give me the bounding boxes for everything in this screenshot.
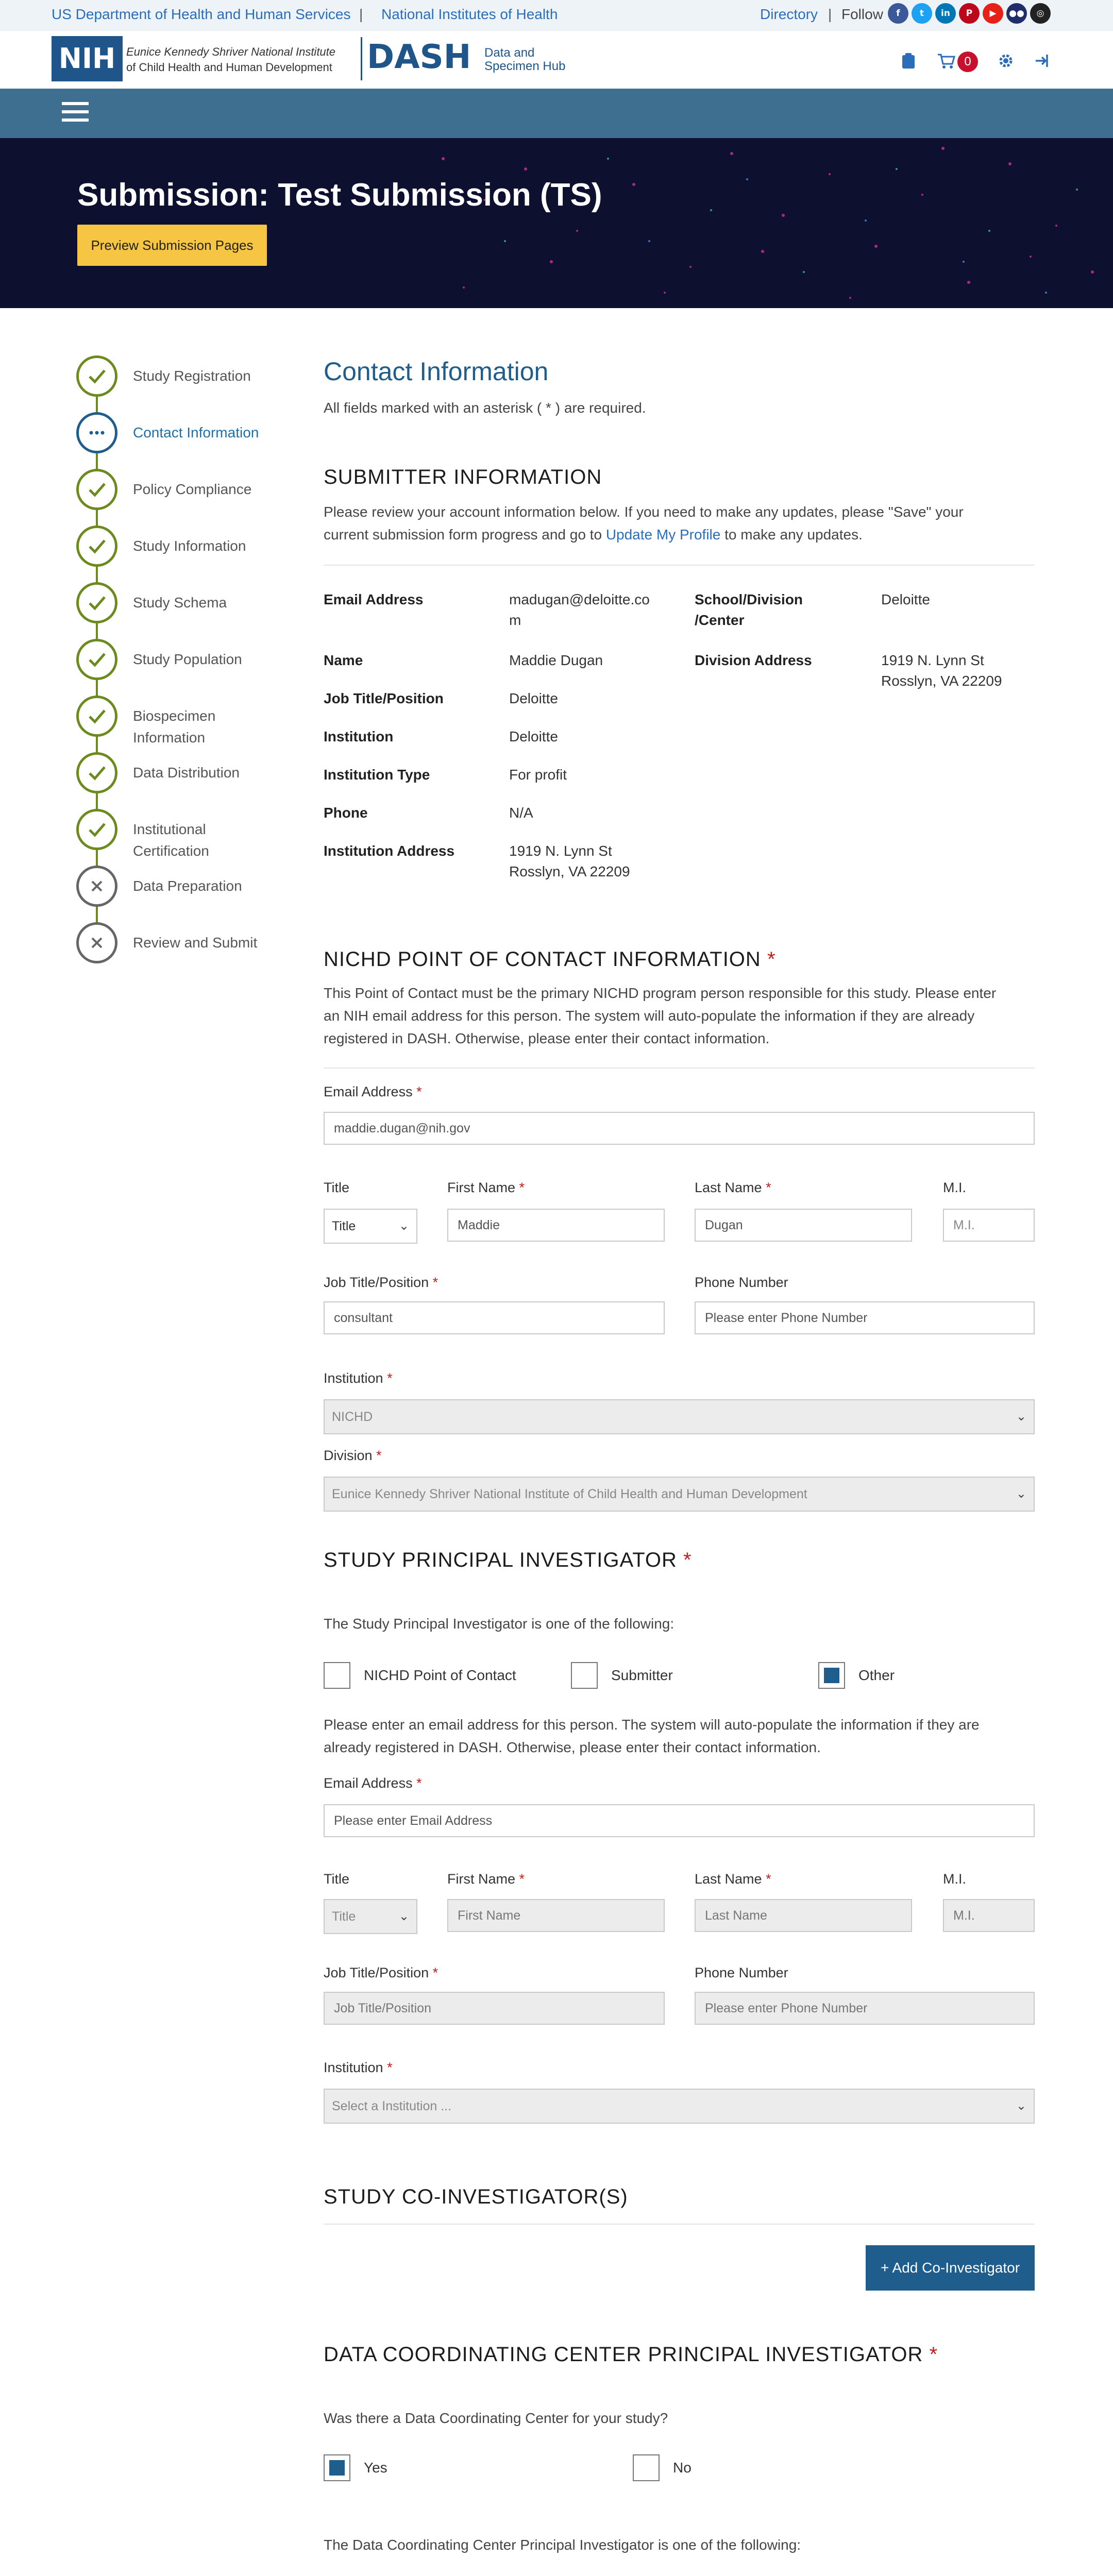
dcc-no-checkbox[interactable] (633, 2454, 660, 2481)
dash-logo[interactable]: DASH (367, 38, 471, 76)
submission-title: Submission: Test Submission (TS) (77, 177, 602, 213)
logout-icon[interactable] (1034, 53, 1050, 69)
nih-link[interactable]: National Institutes of Health (381, 6, 558, 22)
poc-phone-input[interactable]: Please enter Phone Number (695, 1301, 1035, 1334)
dcc-yes-label: Yes (364, 2460, 387, 2476)
step-study-information-icon[interactable] (76, 526, 117, 567)
linkedin-icon[interactable]: in (935, 3, 956, 24)
poc-mi-label: M.I. (943, 1180, 966, 1195)
pi-mi-label: M.I. (943, 1871, 966, 1887)
hhs-link[interactable]: US Department of Health and Human Services (52, 6, 351, 22)
chevron-down-icon: ⌄ (1016, 2099, 1026, 2113)
submitter-heading: SUBMITTER INFORMATION (324, 466, 602, 488)
poc-institution-label: Institution * (324, 1370, 393, 1386)
pi-one-of: The Study Principal Investigator is one of the following: (324, 1616, 674, 1632)
pi-submitter-label: Submitter (611, 1667, 673, 1683)
submitter-intro: Please review your account information below. If you need to make any updates, please "Save" your current submission form progress and go to Update My Profile to make any updates. (324, 504, 964, 543)
twitter-icon[interactable]: t (912, 3, 932, 24)
chevron-down-icon: ⌄ (398, 1219, 409, 1233)
step-study-population-icon[interactable] (76, 639, 117, 680)
submitter-phone-value: N/A (509, 805, 533, 821)
poc-email-label: Email Address * (324, 1084, 422, 1099)
submitter-phone-label: Phone (324, 805, 368, 821)
step-institutional-certification-icon[interactable] (76, 809, 117, 850)
step-study-information[interactable]: Study Information (133, 538, 246, 554)
submitter-division-label: Division Address (695, 652, 812, 668)
dcc-question: Was there a Data Coordinating Center for your study? (324, 2410, 668, 2426)
submitter-email-value: madugan@deloitte.co m (509, 591, 650, 628)
step-data-preparation-icon[interactable] (76, 866, 117, 907)
submitter-inst-addr-value: 1919 N. Lynn St Rosslyn, VA 22209 (509, 843, 630, 879)
dash-subtitle: Data and Specimen Hub (484, 46, 566, 73)
pinterest-icon[interactable]: P (959, 3, 980, 24)
dcc-yes-checkbox[interactable] (324, 2454, 350, 2481)
pi-heading: STUDY PRINCIPAL INVESTIGATOR * (324, 1549, 692, 1571)
pi-first-name-input[interactable]: First Name (447, 1899, 665, 1932)
chevron-down-icon: ⌄ (398, 1909, 409, 1923)
pi-title-select[interactable]: Title ⌄ (324, 1899, 417, 1934)
coi-heading: STUDY CO-INVESTIGATOR(S) (324, 2185, 628, 2208)
pi-description: Please enter an email address for this person. The system will auto-populate the information if they are already registered in DASH. Otherwise, please enter their contact information. (324, 1717, 980, 1755)
step-study-schema-icon[interactable] (76, 582, 117, 623)
poc-mi-input[interactable]: M.I. (943, 1209, 1035, 1242)
pi-poc-label: NICHD Point of Contact (364, 1667, 516, 1683)
poc-division-select[interactable]: Eunice Kennedy Shriver National Institute of Child Health and Human Development ⌄ (324, 1477, 1035, 1512)
pi-other-checkbox[interactable] (818, 1662, 845, 1689)
step-biospecimen-information-icon[interactable] (76, 696, 117, 737)
poc-last-name-label: Last Name * (695, 1180, 771, 1195)
pi-email-label: Email Address * (324, 1775, 422, 1791)
poc-title-label: Title (324, 1180, 350, 1195)
dcc-heading: DATA COORDINATING CENTER PRINCIPAL INVESTIGATOR * (324, 2343, 938, 2366)
step-institutional-certification[interactable]: Institutional Certification (133, 821, 209, 859)
cart-icon[interactable] (937, 53, 955, 69)
pi-institution-select[interactable]: Select a Institution ... ⌄ (324, 2089, 1035, 2124)
step-data-distribution-icon[interactable] (76, 752, 117, 793)
submitter-school-label: School/Division /Center (695, 591, 803, 628)
step-study-registration[interactable]: Study Registration (133, 368, 251, 384)
pi-phone-input[interactable]: Please enter Phone Number (695, 1992, 1035, 2025)
pi-phone-label: Phone Number (695, 1965, 788, 1980)
divider (324, 1067, 1035, 1069)
directory-link[interactable]: Directory (760, 6, 818, 22)
step-study-registration-icon[interactable] (76, 355, 117, 397)
top-utility-bar (0, 0, 1113, 31)
submitter-institution-value: Deloitte (509, 728, 558, 744)
pi-mi-input[interactable]: M.I. (943, 1899, 1035, 1932)
submitter-job-value: Deloitte (509, 690, 558, 706)
instagram-icon[interactable]: ◎ (1030, 3, 1051, 24)
facebook-icon[interactable]: f (888, 3, 908, 24)
flickr-icon[interactable]: ●● (1006, 3, 1027, 24)
pi-first-name-label: First Name * (447, 1871, 525, 1887)
step-policy-compliance[interactable]: Policy Compliance (133, 481, 252, 497)
add-co-investigator-button[interactable]: + Add Co-Investigator (866, 2245, 1035, 2291)
submitter-institution-label: Institution (324, 728, 394, 744)
step-review-and-submit[interactable]: Review and Submit (133, 935, 258, 951)
step-study-schema[interactable]: Study Schema (133, 595, 227, 611)
poc-division-label: Division * (324, 1448, 382, 1463)
separator: | (359, 6, 363, 22)
poc-title-select[interactable]: Title ⌄ (324, 1209, 417, 1244)
pi-institution-label: Institution * (324, 2060, 393, 2075)
step-review-and-submit-icon[interactable] (76, 922, 117, 963)
poc-institution-select[interactable]: NICHD ⌄ (324, 1399, 1035, 1434)
submitter-inst-addr-label: Institution Address (324, 843, 455, 859)
step-policy-compliance-icon[interactable] (76, 469, 117, 510)
poc-first-name-input[interactable]: Maddie (447, 1209, 665, 1242)
pi-job-label: Job Title/Position * (324, 1965, 439, 1980)
youtube-icon[interactable]: ▶ (983, 3, 1003, 24)
dcc-one-of: The Data Coordinating Center Principal Investigator is one of the following: (324, 2537, 801, 2553)
step-data-distribution[interactable]: Data Distribution (133, 765, 240, 781)
poc-description: This Point of Contact must be the primary NICHD program person responsible for this study. Please enter an NIH email address for this person. The system will auto-populate the information if they are already registered in DASH. Otherwise, please enter their contact information. (324, 985, 997, 1046)
poc-job-label: Job Title/Position * (324, 1275, 439, 1290)
gear-icon[interactable] (998, 53, 1014, 69)
poc-first-name-label: First Name * (447, 1180, 525, 1195)
main-nav-bar (0, 89, 1113, 138)
brand-header (0, 31, 1113, 89)
pi-other-label: Other (858, 1667, 895, 1683)
step-data-preparation[interactable]: Data Preparation (133, 878, 242, 894)
submitter-name-value: Maddie Dugan (509, 652, 603, 668)
step-contact-information-icon[interactable] (76, 412, 117, 453)
page-title: Contact Information (324, 357, 549, 386)
separator: | (828, 6, 832, 22)
pi-job-input[interactable]: Job Title/Position (324, 1992, 665, 2025)
starfield-background (0, 138, 1113, 308)
preview-submission-button[interactable]: Preview Submission Pages (77, 225, 267, 266)
submitter-school-value: Deloitte (881, 591, 930, 607)
submitter-name-label: Name (324, 652, 363, 668)
poc-last-name-input[interactable]: Dugan (695, 1209, 912, 1242)
submitter-inst-type-label: Institution Type (324, 767, 430, 783)
submitter-job-label: Job Title/Position (324, 690, 444, 706)
cart-count-badge: 0 (957, 52, 978, 72)
pi-last-name-input[interactable]: Last Name (695, 1899, 912, 1932)
divider (324, 2224, 1035, 2225)
poc-heading: NICHD POINT OF CONTACT INFORMATION * (324, 948, 776, 971)
chevron-down-icon: ⌄ (1016, 1487, 1026, 1501)
required-note: All fields marked with an asterisk ( * ) are required. (324, 400, 646, 416)
submitter-inst-type-value: For profit (509, 767, 567, 783)
pi-submitter-checkbox[interactable] (571, 1662, 598, 1689)
institute-name-line2: of Child Health and Human Development (126, 61, 332, 74)
pi-poc-checkbox[interactable] (324, 1662, 350, 1689)
step-contact-information[interactable]: Contact Information (133, 425, 259, 440)
chevron-down-icon: ⌄ (1016, 1410, 1026, 1423)
step-study-population[interactable]: Study Population (133, 651, 242, 667)
nih-logo[interactable]: NIH (52, 36, 123, 81)
poc-email-input[interactable]: maddie.dugan@nih.gov (324, 1112, 1035, 1145)
hamburger-menu-icon[interactable] (62, 100, 89, 124)
submitter-division-value: 1919 N. Lynn St Rosslyn, VA 22209 (881, 652, 1002, 689)
institute-name-line1: Eunice Kennedy Shriver National Institute (126, 45, 336, 58)
update-profile-link[interactable]: Update My Profile (605, 527, 721, 543)
step-biospecimen-information[interactable]: Biospecimen Information (133, 708, 216, 745)
poc-phone-label: Phone Number (695, 1275, 788, 1290)
clipboard-icon[interactable] (901, 53, 916, 69)
divider (324, 565, 1035, 566)
dcc-no-label: No (673, 2460, 692, 2476)
pi-email-input[interactable]: Please enter Email Address (324, 1804, 1035, 1837)
poc-job-input[interactable]: consultant (324, 1301, 665, 1334)
pi-title-label: Title (324, 1871, 350, 1887)
divider (361, 37, 362, 80)
follow-label: Follow (841, 6, 883, 22)
hero-banner (0, 138, 1113, 308)
submitter-email-label: Email Address (324, 591, 424, 607)
pi-last-name-label: Last Name * (695, 1871, 771, 1887)
